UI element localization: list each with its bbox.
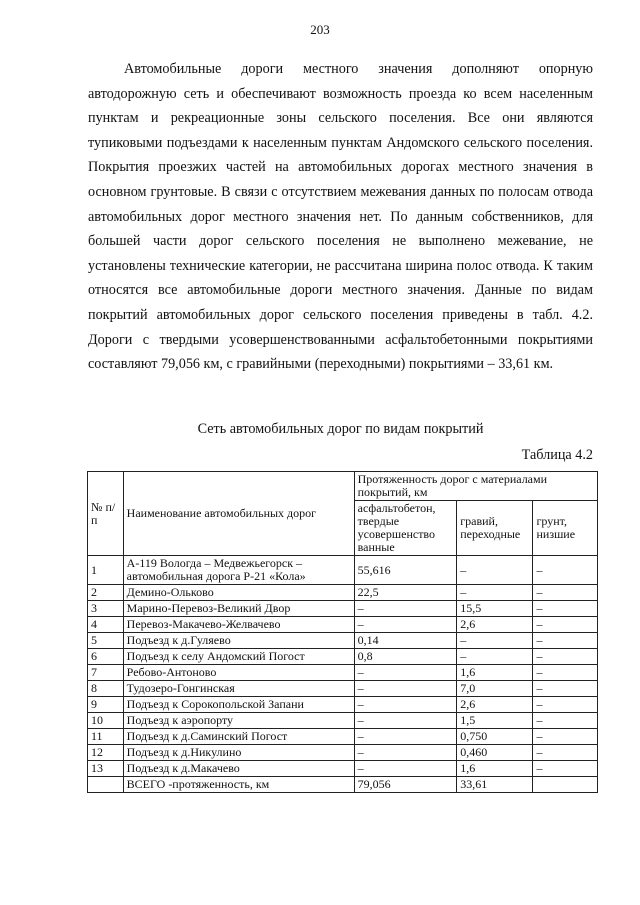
row-name: Подъезд к д.Никулино <box>123 745 354 761</box>
row-ground: – <box>533 713 598 729</box>
row-ground: – <box>533 649 598 665</box>
table-row <box>88 649 598 665</box>
row-ground: – <box>533 633 598 649</box>
row-gravel: 0,460 <box>457 745 533 761</box>
row-name: Демино-Ольково <box>123 585 354 601</box>
table-label: Таблица 4.2 <box>521 447 593 463</box>
row-name: Подъезд к д.Саминский Погост <box>123 729 354 745</box>
row-gravel: – <box>457 585 533 601</box>
total-ground <box>533 777 598 793</box>
row-num: 6 <box>88 649 124 665</box>
row-gravel: – <box>457 556 533 585</box>
row-num: 1 <box>88 556 124 585</box>
row-asphalt: – <box>354 617 457 633</box>
row-asphalt: 55,616 <box>354 556 457 585</box>
row-num: 8 <box>88 681 124 697</box>
table-row <box>88 665 598 681</box>
row-ground: – <box>533 681 598 697</box>
row-num: 13 <box>88 761 124 777</box>
table-row <box>88 585 598 601</box>
header-gravel: гравий, переходные <box>457 501 533 556</box>
row-gravel: 0,750 <box>457 729 533 745</box>
row-asphalt: – <box>354 601 457 617</box>
row-num: 2 <box>88 585 124 601</box>
row-asphalt: – <box>354 745 457 761</box>
row-ground: – <box>533 729 598 745</box>
table-row <box>88 745 598 761</box>
body-paragraph: Автомобильные дороги местного значения дополняют опорную автодорожную сеть и обеспечивают возможность проезда ко всем населенным пунктам и рекреационные зоны сельского поселения. Все они являются тупиковыми подъездами к населенным пунктам Андомского сельского поселения. Покрытия проезжих частей на автомобильных дорогах местного значения в основном грунтовые. В связи с отсутствием межевания данных по полосам отвода автомобильных дорог местного значения нет. По данным собственников, для большей части дорог сельского поселения не выполнено межевание, не установлены технические категории, не рассчитана ширина полос отвода. К таким относятся все автомобильные дороги местного значения. Данные по видам покрытий автомобильных дорог сельского поселения приведены в табл. 4.2. Дороги с твердыми усовершенствованными асфальтобетонными покрытиями составляют 79,056 км, с гравийными (переходными) покрытиями – 33,61 км. <box>88 61 593 373</box>
row-gravel: 1,6 <box>457 761 533 777</box>
row-ground: – <box>533 665 598 681</box>
header-group: Протяженность дорог с материалами покрытий, км <box>354 472 597 501</box>
table-row <box>88 697 598 713</box>
row-num: 4 <box>88 617 124 633</box>
table-row <box>88 633 598 649</box>
row-ground: – <box>533 556 598 585</box>
row-ground: – <box>533 585 598 601</box>
row-gravel: 15,5 <box>457 601 533 617</box>
row-asphalt: – <box>354 697 457 713</box>
row-ground: – <box>533 617 598 633</box>
total-name: ВСЕГО -протяженность, км <box>123 777 354 793</box>
table-row <box>88 761 598 777</box>
row-name: Подъезд к селу Андомский Погост <box>123 649 354 665</box>
total-num <box>88 777 124 793</box>
row-num: 5 <box>88 633 124 649</box>
row-num: 9 <box>88 697 124 713</box>
row-gravel: 1,5 <box>457 713 533 729</box>
table-row <box>88 729 598 745</box>
table-total-row <box>88 777 598 793</box>
row-ground: – <box>533 601 598 617</box>
row-asphalt: – <box>354 681 457 697</box>
row-name: А-119 Вологда – Медвежьегорск – автомобильная дорога Р-21 «Кола» <box>123 556 354 585</box>
table-row <box>88 713 598 729</box>
row-name: Тудозеро-Гонгинская <box>123 681 354 697</box>
row-name: Подъезд к аэропорту <box>123 713 354 729</box>
table-row <box>88 681 598 697</box>
row-gravel: 7,0 <box>457 681 533 697</box>
row-name: Ребово-Антоново <box>123 665 354 681</box>
row-ground: – <box>533 761 598 777</box>
row-gravel: 1,6 <box>457 665 533 681</box>
row-gravel: – <box>457 649 533 665</box>
page-number: 203 <box>310 22 330 37</box>
row-num: 3 <box>88 601 124 617</box>
row-asphalt: – <box>354 665 457 681</box>
row-asphalt: – <box>354 761 457 777</box>
row-asphalt: 0,8 <box>354 649 457 665</box>
row-ground: – <box>533 697 598 713</box>
row-num: 10 <box>88 713 124 729</box>
row-name: Перевоз-Макачево-Желвачево <box>123 617 354 633</box>
row-name: Подъезд к д.Гуляево <box>123 633 354 649</box>
row-asphalt: – <box>354 713 457 729</box>
row-asphalt: 0,14 <box>354 633 457 649</box>
header-ground: грунт, низшие <box>533 501 598 556</box>
header-asphalt: асфальтобетон, твердые усовершенство ванные <box>354 501 457 556</box>
table-row <box>88 556 598 585</box>
table-body <box>88 556 598 777</box>
total-asphalt: 79,056 <box>354 777 457 793</box>
table-caption: Сеть автомобильных дорог по видам покрытий <box>197 421 484 437</box>
row-gravel: – <box>457 633 533 649</box>
row-gravel: 2,6 <box>457 697 533 713</box>
header-num: № п/п <box>88 472 124 556</box>
row-num: 12 <box>88 745 124 761</box>
row-ground: – <box>533 745 598 761</box>
row-num: 11 <box>88 729 124 745</box>
row-asphalt: 22,5 <box>354 585 457 601</box>
table-row <box>88 617 598 633</box>
row-gravel: 2,6 <box>457 617 533 633</box>
row-name: Подъезд к Сорокопольской Запани <box>123 697 354 713</box>
header-name: Наименование автомобильных дорог <box>123 472 354 556</box>
total-gravel: 33,61 <box>457 777 533 793</box>
row-asphalt: – <box>354 729 457 745</box>
row-name: Подъезд к д.Макачево <box>123 761 354 777</box>
row-name: Марино-Перевоз-Великий Двор <box>123 601 354 617</box>
table-header-row <box>88 472 598 501</box>
table-row <box>88 601 598 617</box>
roads-table <box>87 471 598 793</box>
row-num: 7 <box>88 665 124 681</box>
